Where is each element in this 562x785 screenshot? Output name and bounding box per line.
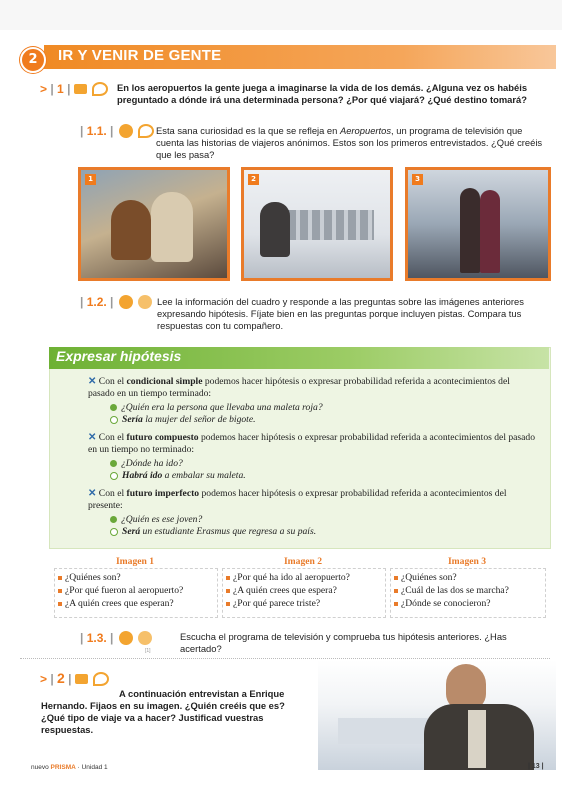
photo-enrique: [318, 660, 556, 770]
question-item: ¿Por qué fueron al aeropuerto?: [58, 584, 216, 597]
rule-example-question: ¿Dónde ha ido?: [110, 458, 538, 470]
audio-track: [1]: [145, 648, 151, 654]
filled-dot-icon: [110, 516, 117, 523]
ex1-3-number: 1.3.: [86, 631, 107, 645]
image-heading: Imagen 2: [283, 556, 323, 567]
question-item: ¿Quiénes son?: [58, 571, 216, 584]
person-shape: [480, 190, 500, 273]
photo-badge: 2: [248, 174, 259, 185]
ex2-text: A continuación entrevistan a Enrique Hernando. Fijaos en su imagen. ¿Quién creéis que es? ¿Qué tipo de viaje va a hacer? Justificad vuestras respuestas.: [41, 688, 285, 735]
person-shape: [260, 202, 290, 257]
photo-badge: 1: [85, 174, 96, 185]
image-questions: [54, 556, 544, 618]
open-dot-icon: [110, 472, 118, 480]
ex1-1-marker: | 1.1. |: [80, 120, 154, 139]
ex1-2-marker: | 1.2. |: [80, 291, 152, 310]
reading-icon: [119, 295, 133, 309]
image-heading: Imagen 1: [115, 556, 155, 567]
hypothesis-rule: ✕ Con el futuro compuesto podemos hacer hipótesis o expresar probabilidad referida a acontecimientos del pasado en un tiempo no terminado: ¿Dónde ha ido? Habrá ido a embalar su maleta.: [88, 432, 538, 482]
question-item: ¿Por qué ha ido al aeropuerto?: [226, 571, 384, 584]
person-shape: [460, 188, 480, 273]
ex1-1-text: Esta sana curiosidad es la que se refleja en Aeropuertos, un programa de televisión que cuenta las historias de viajeros anónimos. Estos son los primeros entrevistados. ¿Qué creéis que les pasa?: [156, 125, 543, 160]
question-item: ¿A quién crees que espera?: [226, 584, 384, 597]
question-list: [58, 571, 216, 610]
rule-example-question: ¿Quién es ese joven?: [110, 514, 538, 526]
rule-example-answer: Sería la mujer del señor de bigote.: [110, 414, 538, 426]
question-item: ¿Dónde se conocieron?: [394, 597, 544, 610]
question-item: ¿A quién crees que esperan?: [58, 597, 216, 610]
person-shape: [151, 192, 193, 262]
photo-2: [241, 167, 393, 281]
audio-cd-icon: [138, 631, 152, 645]
ex2-number: 2: [57, 670, 65, 686]
question-list: [394, 571, 544, 610]
ex1-text: En los aeropuertos la gente juega a imaginarse la vida de los demás. ¿Alguna vez os habéis preguntado a dónde irá una determinada persona? ¿Por qué viajará? ¿Qué destino tomará?: [117, 82, 528, 105]
open-dot-icon: [110, 528, 118, 536]
speak-icon: [93, 672, 109, 686]
ex1-marker: >: [40, 82, 48, 96]
filled-dot-icon: [110, 404, 117, 411]
reading-icon: [119, 124, 133, 138]
ex1-number: 1: [57, 82, 64, 96]
photo-3: [405, 167, 551, 281]
question-item: ¿Cuál de las dos se marcha?: [394, 584, 544, 597]
rule-example-answer: Habrá ido a embalar su maleta.: [110, 470, 538, 482]
hypothesis-rule: ✕ Con el futuro imperfecto podemos hacer hipótesis o expresar probabilidad referida a acontecimientos del presente: ¿Quién es ese joven? Será un estudiante Erasmus que regresa a su país.: [88, 488, 538, 538]
ex1-3-text: Escucha el programa de televisión y comprueba tus hipótesis anteriores. ¿Has acertado?: [180, 631, 507, 654]
ex1-marker-row: > | 1 |: [40, 78, 108, 97]
photo-1: [78, 167, 230, 281]
person-shape: [111, 200, 151, 260]
ex1-1-number: 1.1.: [86, 124, 107, 138]
ex1-2-number: 1.2.: [86, 295, 107, 309]
section-title: IR Y VENIR DE GENTE: [58, 47, 222, 64]
section-number: 2: [20, 47, 46, 73]
filled-dot-icon: [110, 460, 117, 467]
rule-example-answer: Será un estudiante Erasmus que regresa a su país.: [110, 526, 538, 538]
divider: [20, 658, 550, 659]
footer-book: nuevo PRISMA · Unidad 1: [31, 764, 108, 771]
bullet-x-icon: ✕: [88, 488, 97, 499]
hypothesis-box-title: Expresar hipótesis: [56, 348, 182, 364]
bullet-x-icon: ✕: [88, 376, 97, 387]
bullet-x-icon: ✕: [88, 432, 97, 443]
airplane-shape: [338, 718, 428, 744]
speak-icon: [92, 82, 108, 96]
headphones-icon: [119, 631, 133, 645]
group-icon: [75, 674, 88, 684]
ex1-2-text: Lee la información del cuadro y responde a las preguntas sobre las imágenes anteriores expresando hipótesis. Fíjate bien en las preguntas porque incluyen pistas. Compara tus respuestas con tu compañero.: [157, 296, 524, 331]
ex2-marker-row: > | 2 |: [40, 668, 109, 687]
group-icon: [74, 84, 87, 94]
hypothesis-rule: ✕ Con el condicional simple podemos hacer hipótesis o expresar probabilidad referida a acontecimientos del pasado en un tiempo terminado: ¿Quién era la persona que llevaba una maleta roja? Sería la mujer del señor de bigote.: [88, 376, 538, 426]
photo-badge: 3: [412, 174, 423, 185]
question-list: [226, 571, 384, 610]
rule-example-question: ¿Quién era la persona que llevaba una maleta roja?: [110, 402, 538, 414]
shirt-shape: [468, 710, 486, 768]
open-dot-icon: [110, 416, 118, 424]
pair-icon: [138, 295, 152, 309]
ex1-3-marker: | 1.3. |: [80, 627, 152, 646]
speak-icon: [138, 124, 154, 138]
ex2-marker: >: [40, 672, 48, 686]
scan-top-strip: [0, 0, 562, 30]
page-number: | 13 |: [528, 763, 544, 770]
question-item: ¿Por qué parece triste?: [226, 597, 384, 610]
question-item: ¿Quiénes son?: [394, 571, 544, 584]
image-heading: Imagen 3: [447, 556, 487, 567]
